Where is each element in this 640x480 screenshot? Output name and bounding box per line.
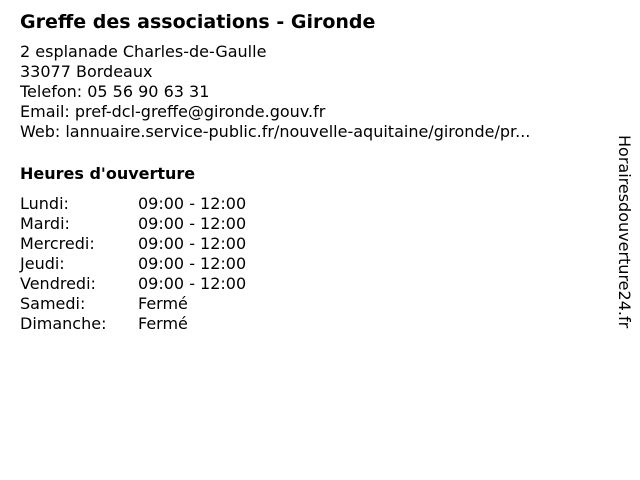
hours-row-thursday: [20, 254, 600, 274]
day-hours: Fermé: [138, 314, 188, 333]
day-label: Samedi:: [20, 294, 86, 313]
page-title: Greffe des associations - Gironde: [20, 11, 376, 33]
hours-row-monday: [20, 194, 600, 214]
hours-row-wednesday: [20, 234, 600, 254]
opening-hours-heading: Heures d'ouverture: [20, 164, 196, 183]
hours-row-friday: [20, 274, 600, 294]
site-brand-vertical: Horairesdouverture24.fr: [615, 135, 634, 329]
day-label: Mercredi:: [20, 234, 95, 253]
day-hours: 09:00 - 12:00: [138, 274, 247, 293]
business-card: [20, 10, 600, 334]
day-label: Jeudi:: [20, 254, 65, 273]
hours-row-tuesday: [20, 214, 600, 234]
day-hours: 09:00 - 12:00: [138, 214, 247, 233]
day-hours: 09:00 - 12:00: [138, 194, 247, 213]
hours-row-sunday: [20, 314, 600, 334]
day-label: Vendredi:: [20, 274, 96, 293]
day-hours: 09:00 - 12:00: [138, 234, 247, 253]
hours-row-saturday: [20, 294, 600, 314]
phone-line: Telefon: 05 56 90 63 31: [20, 82, 210, 101]
day-label: Lundi:: [20, 194, 69, 213]
day-label: Mardi:: [20, 214, 70, 233]
day-hours: Fermé: [138, 294, 188, 313]
address-street: 2 esplanade Charles-de-Gaulle: [20, 42, 267, 61]
web-line: Web: lannuaire.service-public.fr/nouvelle-aquitaine/gironde/pr...: [20, 122, 531, 141]
address-city: 33077 Bordeaux: [20, 62, 153, 81]
day-label: Dimanche:: [20, 314, 107, 333]
email-line: Email: pref-dcl-greffe@gironde.gouv.fr: [20, 102, 326, 121]
day-hours: 09:00 - 12:00: [138, 254, 247, 273]
